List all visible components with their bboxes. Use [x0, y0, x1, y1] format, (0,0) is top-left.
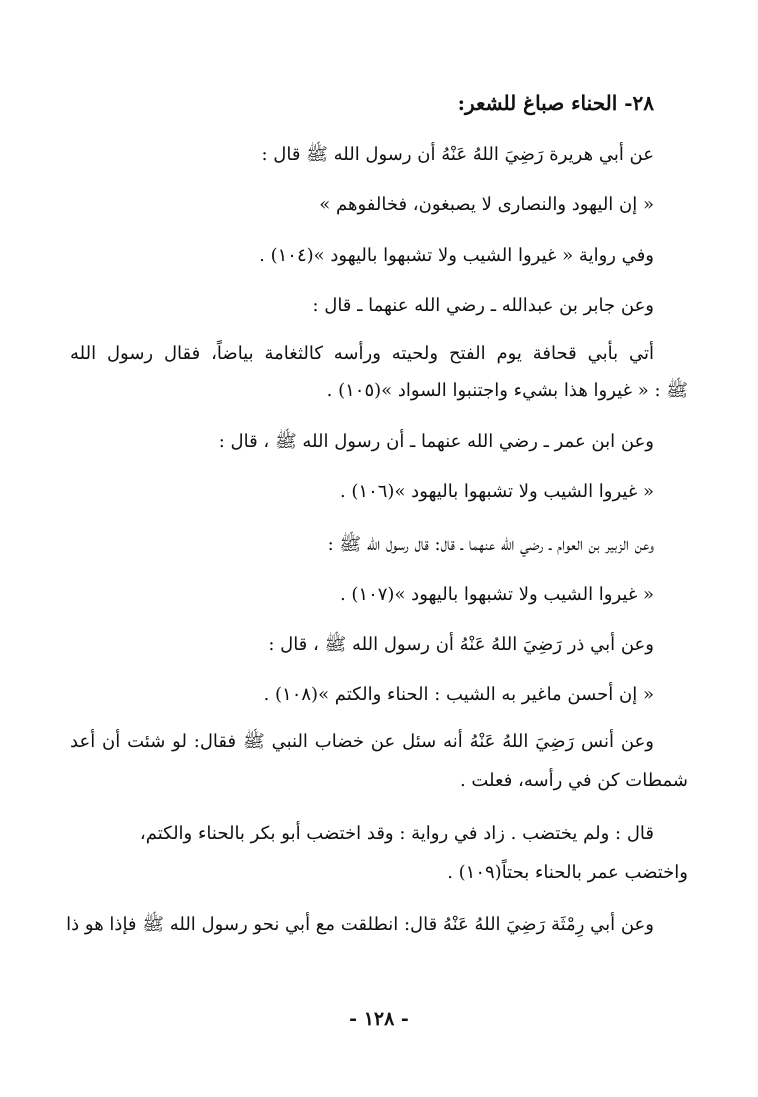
text-line: وعن الزبير بن العوام ـ رضي الله عنهما ـ قال: قال رسول الله ﷺ : — [327, 534, 654, 555]
text-line: وعن ابن عمر ـ رضي الله عنهما ـ أن رسول الله ﷺ ، قال : — [218, 431, 654, 452]
page-number: - ١٢٨ - — [349, 1008, 409, 1030]
text-line: وفي رواية « غيروا الشيب ولا تشبهوا باليهود »(١٠٤) . — [259, 245, 654, 266]
text-line: وعن أنس رَضِيَ اللهُ عَنْهُ أنه سئل عن خضاب النبي ﷺ فقال: لو شئت أن أعد — [70, 731, 654, 752]
text-line: « إن اليهود والنصارى لا يصبغون، فخالفوهم » — [319, 194, 654, 215]
text-line: واختضب عمر بالحناء بحتاً(١٠٩) . — [447, 862, 688, 883]
document-page — [66, 0, 688, 1097]
text-line: « غيروا الشيب ولا تشبهوا باليهود »(١٠٦) . — [339, 481, 654, 502]
text-line: عن أبي هريرة رَضِيَ اللهُ عَنْهُ أن رسول الله ﷺ قال : — [261, 144, 654, 165]
section-heading: ٢٨- الحناء صباغ للشعر: — [457, 91, 654, 115]
text-line: أتي بأبي قحافة يوم الفتح ولحيته ورأسه كالثغامة بياضاً، فقال رسول الله — [70, 343, 654, 364]
text-line: « إن أحسن ماغير به الشيب : الحناء والكتم »(١٠٨) . — [263, 684, 654, 705]
text-line: « غيروا الشيب ولا تشبهوا باليهود »(١٠٧) . — [339, 584, 654, 605]
text-line: قال : ولم يختضب . زاد في رواية : وقد اختضب أبو بكر بالحناء والكتم، — [139, 823, 654, 844]
text-line: وعن أبي رِمْثَة رَضِيَ اللهُ عَنْهُ قال: انطلقت مع أبي نحو رسول الله ﷺ فإذا هو ذا — [66, 914, 654, 935]
text-line: ﷺ : « غيروا هذا بشيء واجتنبوا السواد »(١٠٥) . — [326, 380, 688, 401]
text-line: شمطات كن في رأسه، فعلت . — [459, 770, 688, 791]
text-line: وعن أبي ذر رَضِيَ اللهُ عَنْهُ أن رسول الله ﷺ ، قال : — [268, 634, 654, 655]
text-line: وعن جابر بن عبدالله ـ رضي الله عنهما ـ قال : — [312, 295, 654, 316]
